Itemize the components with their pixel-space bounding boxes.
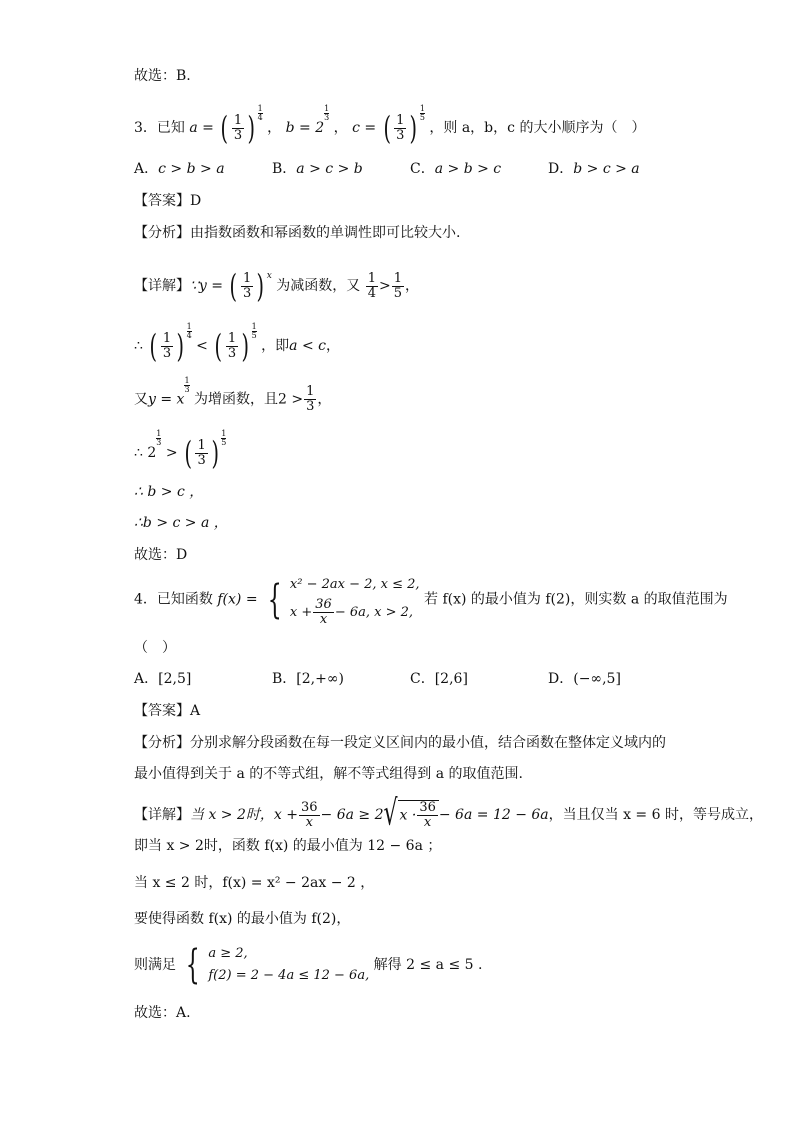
q4-stem: 4．已知函数 f(x) = { x² − 2ax − 2, x ≤ 2, x + $\frac{36}{x}$ − 6a, x > 2, 若 f(x) 的最小值为 f(2)，则实数 a 的取值范围为 <box>134 572 728 627</box>
q4-detail-line-4: 要使得函数 f(x) 的最小值为 f(2)， <box>134 911 351 927</box>
q3-analysis: 【分析】由指数函数和幂函数的单调性即可比较大小. <box>134 225 461 241</box>
q3-detail-line-6: ∴b > c > a ， <box>134 515 228 531</box>
sqrt-icon: √ <box>383 794 398 835</box>
q4-analysis-2: 最小值得到关于 a 的不等式组，解不等式组得到 a 的取值范围. <box>134 766 523 782</box>
q4-option-c[interactable]: C．[2,6] <box>410 671 468 687</box>
left-paren-icon: ( <box>383 109 391 147</box>
q4-detail-line-1: 【详解】当 x > 2时，x + $\frac{36}{x}$ − 6a ≥ 2√ x · $\frac{36}{x}$ − 6a = 12 − 6a，当且仅当 x = 6 时，等号成立， <box>134 794 763 835</box>
exponent-c: $\frac{1}{5}$ <box>419 104 425 122</box>
fraction-one-third: $\frac{1}{3}$ <box>233 112 243 143</box>
fraction-one-third: $\frac{1}{3}$ <box>396 112 405 143</box>
q3-question-tail: ，则 a，b，c 的大小顺序为（ ） <box>429 120 646 136</box>
q3-detail-line-3: 又y = x $\frac{1}{3}$ 为增函数，且2 > $\frac{1}{3}$ ， <box>134 375 332 414</box>
left-paren-icon: ( <box>220 109 229 147</box>
q3-detail-line-5: ∴ b > c ， <box>134 484 204 500</box>
q3-option-b[interactable]: B．a > c > b <box>272 161 363 177</box>
q4-detail-line-3: 当 x ≤ 2 时，f(x) = x² − 2ax − 2 ， <box>134 875 375 891</box>
q4-conclusion: 故选：A. <box>134 1005 191 1021</box>
q3-stem: 3．已知 a = ( $\frac{1}{3}$ ) $\frac{1}{4}$ ， b = 2 $\frac{1}{3}$ ， c = ( $\frac{1}{3}$ ) $\frac{1}{5}$ ，则 a，b，c 的大小顺序为（ ） <box>134 104 646 147</box>
q3-b-eq: b = 2 <box>285 120 325 136</box>
brace-icon: { <box>186 942 201 988</box>
q3-answer: 【答案】D <box>134 193 202 209</box>
exponent-b: $\frac{1}{3}$ <box>324 104 330 122</box>
q3-label: 3．已知 <box>134 120 185 136</box>
q4-option-a[interactable]: A．[2,5] <box>134 671 192 687</box>
q3-option-a[interactable]: A．c > b > a <box>134 161 225 177</box>
right-paren-icon: ) <box>247 109 256 147</box>
q4-detail-line-5: 则满足 { a ≥ 2, f(2) = 2 − 4a ≤ 12 − 6a, 解得 2 ≤ a ≤ 5 . <box>134 942 483 988</box>
q4-blank: （ ） <box>134 640 176 656</box>
q4-question-tail: 若 f(x) 的最小值为 f(2)，则实数 a 的取值范围为 <box>424 591 728 608</box>
q4-detail-line-2: 即当 x > 2时，函数 f(x) 的最小值为 12 − 6a ； <box>134 838 442 854</box>
q4-piecewise-cases: x² − 2ax − 2, x ≤ 2, x + $\frac{36}{x}$ − 6a, x > 2, <box>289 577 420 627</box>
q3-c-eq: c = <box>352 120 377 136</box>
brace-icon: { <box>267 576 282 623</box>
q2-conclusion: 故选：B. <box>134 68 191 84</box>
q4-answer: 【答案】A <box>134 703 201 719</box>
q3-detail-line-4: ∴ 2 $\frac{1}{3}$ > ( $\frac{1}{3}$ ) $\frac{1}{5}$ <box>134 429 227 472</box>
q4-option-d[interactable]: D．(−∞,5] <box>548 671 621 687</box>
q3-option-c[interactable]: C．a > b > c <box>410 161 502 177</box>
q3-c-power <box>381 104 425 147</box>
right-paren-icon: ) <box>409 109 418 147</box>
q3-option-d[interactable]: D．b > c > a <box>548 161 640 177</box>
q3-detail-line-2: ∴ ( $\frac{1}{3}$ ) $\frac{1}{4}$ < ( $\frac{1}{3}$ ) $\frac{1}{5}$ ，即a < c， <box>134 322 340 365</box>
q4-option-b[interactable]: B．[2,+∞) <box>272 671 344 687</box>
q3-a-power <box>218 104 263 147</box>
q3-detail-line-1: 【详解】∵y = ( $\frac{1}{3}$ ) x 为减函数，又 $\frac{1}{4}$ > $\frac{1}{5}$ ， <box>134 267 419 305</box>
q4-analysis-1: 【分析】分别求解分段函数在每一段定义区间内的最小值，结合函数在整体定义域内的 <box>134 735 666 751</box>
q3-a-eq: a = <box>189 120 214 136</box>
exponent-a: $\frac{1}{4}$ <box>257 104 263 122</box>
q3-conclusion: 故选：D <box>134 547 188 563</box>
